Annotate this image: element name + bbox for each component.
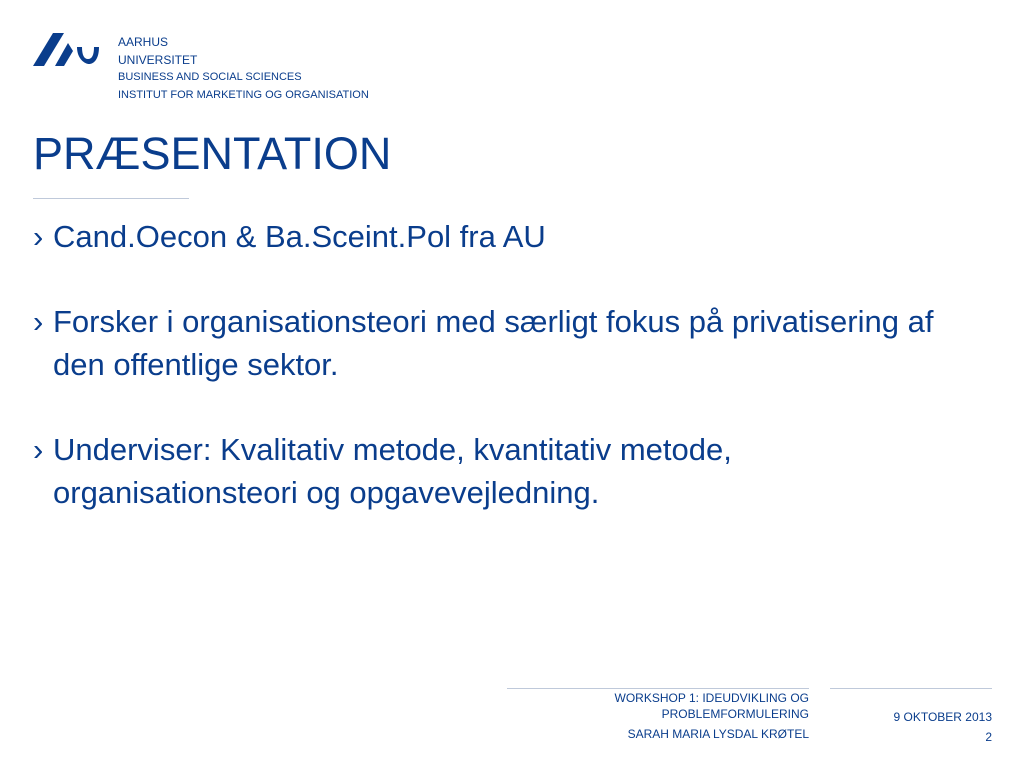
footer-author: SARAH MARIA LYSDAL KRØTEL bbox=[627, 727, 809, 741]
page-number: 2 bbox=[985, 730, 992, 744]
chevron-right-icon: › bbox=[33, 432, 44, 467]
title-divider bbox=[33, 198, 189, 199]
footer-presentation-title: WORKSHOP 1: IDEUDVIKLING OG PROBLEMFORMULERING bbox=[614, 691, 809, 721]
chevron-right-icon: › bbox=[33, 219, 44, 254]
au-logo-icon bbox=[33, 33, 99, 66]
bullet-list bbox=[33, 215, 983, 556]
bullet-text: Cand.Oecon & Ba.Sceint.Pol fra AU bbox=[53, 219, 546, 254]
footer-presentation-info bbox=[509, 690, 809, 742]
bullet-text: Underviser: Kvalitativ metode, kvantitativ metode, organisationsteori og opgavevejledning. bbox=[53, 432, 732, 510]
bullet-item bbox=[33, 300, 983, 386]
bullet-text: Forsker i organisationsteori med særligt fokus på privatisering af den offentlige sektor. bbox=[53, 304, 934, 382]
bullet-item bbox=[33, 215, 983, 258]
university-name-line-1: AARHUS bbox=[118, 35, 169, 49]
department-name: INSTITUT FOR MARKETING OG ORGANISATION bbox=[118, 88, 369, 101]
footer-divider-left bbox=[507, 688, 809, 689]
faculty-name: BUSINESS AND SOCIAL SCIENCES bbox=[118, 71, 302, 83]
footer-divider-right bbox=[830, 688, 992, 689]
footer-meta bbox=[894, 707, 993, 747]
institution-block bbox=[118, 34, 369, 104]
footer-date: 9 OKTOBER 2013 bbox=[893, 710, 992, 724]
slide-title: PRÆSENTATION bbox=[33, 128, 392, 179]
university-name-line-2: UNIVERSITET bbox=[118, 52, 198, 67]
bullet-item bbox=[33, 428, 983, 514]
chevron-right-icon: › bbox=[33, 304, 44, 339]
